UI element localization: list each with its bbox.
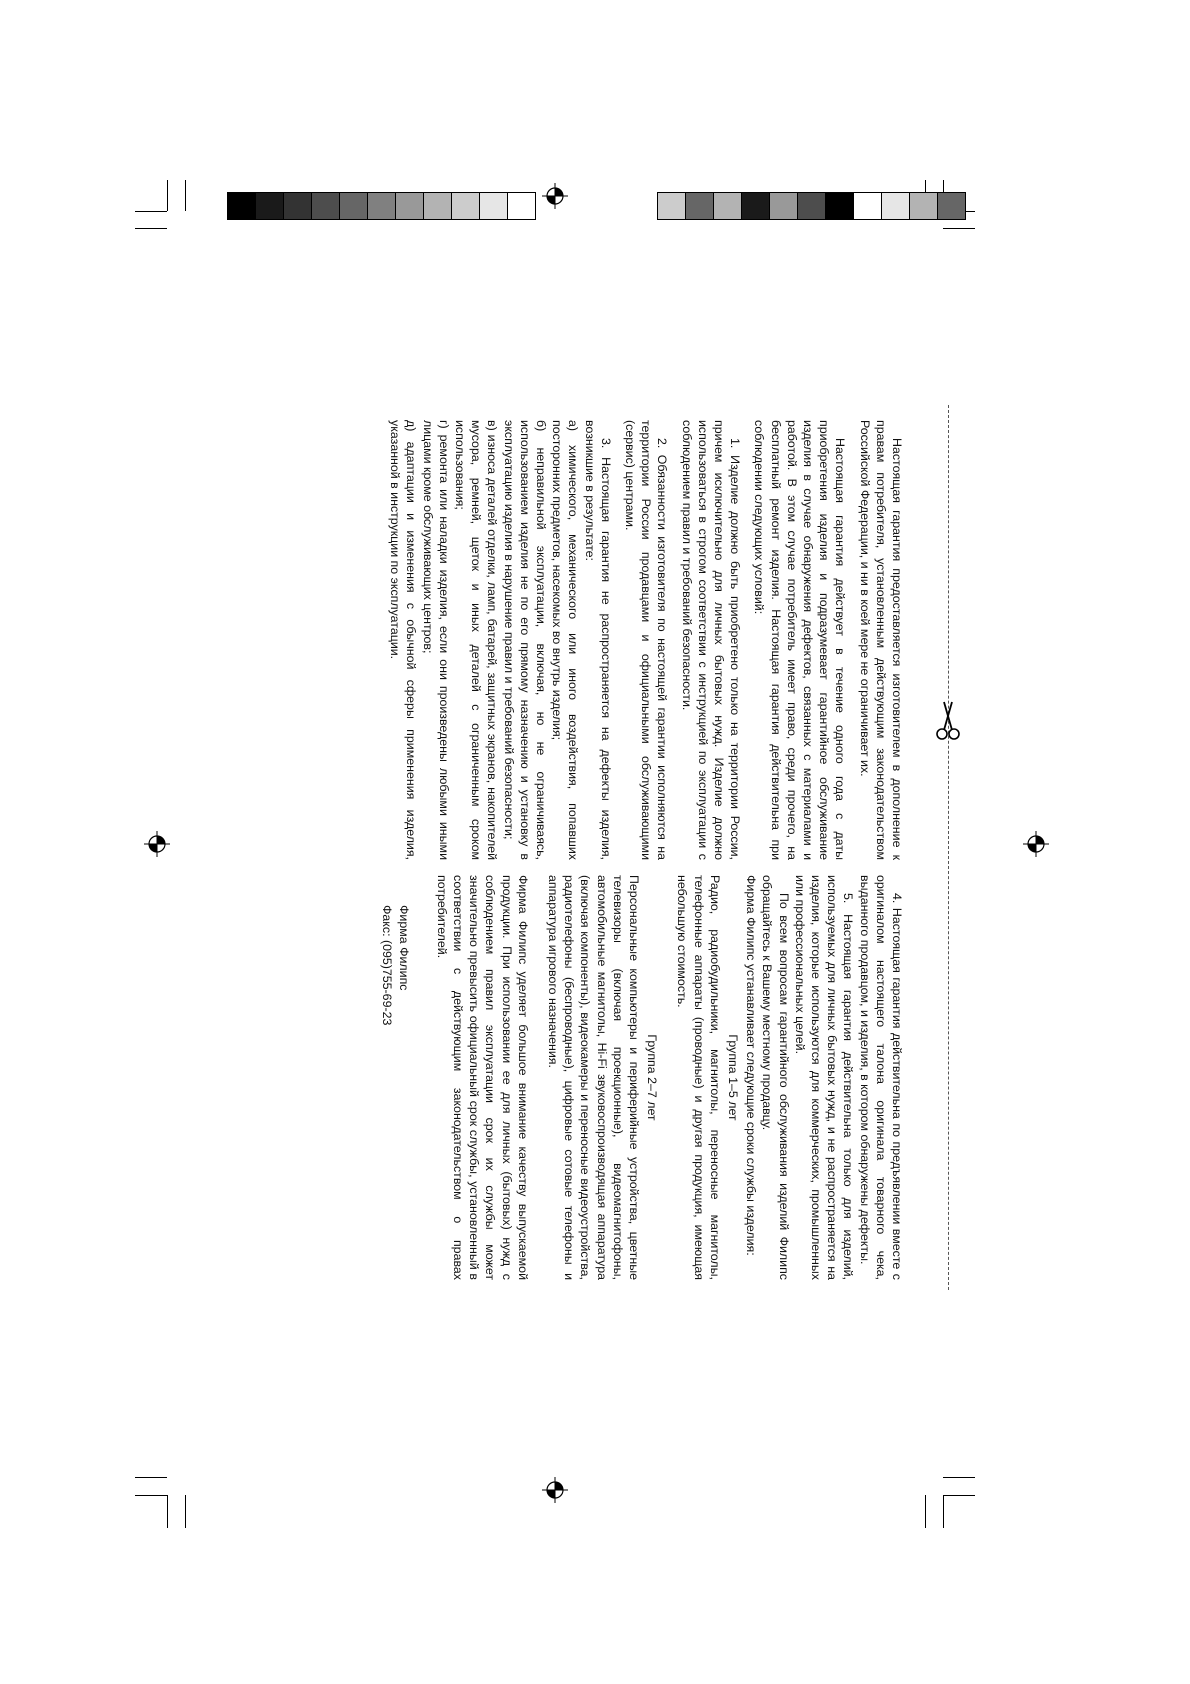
crop-mark xyxy=(943,228,975,229)
list-item: а) химического, механического или иного воздействия, попавших посторонних предметов, насекомых во внутрь изделия; xyxy=(550,420,581,860)
paragraph: 2. Обязанности изготовителя по настоящей гарантии исполняются на территории России продавцами и официальными обслуживающими (сервис) центрами. xyxy=(622,420,670,860)
paragraph: По всем вопросам гарантийного обслуживания изделий Филипс обращайтесь к Вашему местному продавцу. xyxy=(760,875,791,1280)
crop-mark xyxy=(943,1477,975,1478)
list-item: д) адаптации и изменения с обычной сферы применения изделия, указанной в инструкции по эксплуатации. xyxy=(388,420,419,860)
gray-swatch xyxy=(312,193,340,219)
gray-swatch xyxy=(284,193,312,219)
paragraph: Настоящая гарантия действует в течение одного года с даты приобретения изделия и подразумевает гарантийное обслуживание изделия в случае обнаружения дефектов, связанных с материалами и работой. В этом случае потребитель имеет право, среди прочего, на бесплатный ремонт изделия. Настоящая гарантия действительна при соблюдении следующих условий: xyxy=(752,420,848,860)
gray-swatch xyxy=(770,193,798,219)
gray-swatch xyxy=(826,193,854,219)
gray-swatch xyxy=(658,193,686,219)
gray-swatch xyxy=(452,193,480,219)
document-body xyxy=(345,420,905,1280)
registration-target-icon xyxy=(144,831,170,857)
crop-mark xyxy=(167,1495,168,1528)
gray-swatch xyxy=(938,193,965,219)
warranty-column-left xyxy=(379,420,905,860)
crop-mark xyxy=(135,1477,167,1478)
paragraph: 1. Изделие должно быть приобретено только на территории России, причем исключительно для личных бытовых нужд. Изделие должно использоваться в строгом соответствии с инструкцией по эксплуатации с соблюдением правил и требований безопасности. xyxy=(679,420,743,860)
cut-line xyxy=(948,405,949,1290)
gray-swatch xyxy=(424,193,452,219)
scissors-icon xyxy=(932,700,964,744)
list-item: б) неправильной эксплуатации, включая, но не ограничиваясь, использованием изделия не по его прямому назначению и установку в эксплуатацию изделия в нарушение правил и требований безопасности; xyxy=(501,420,548,860)
gray-swatch xyxy=(714,193,742,219)
crop-mark xyxy=(135,1495,167,1496)
group-title: Группа 1–5 лет xyxy=(725,1034,740,1121)
gray-swatch xyxy=(368,193,396,219)
gray-swatch xyxy=(854,193,882,219)
list-item: г) ремонта или наладки изделия, если они произведены любыми иными лицами кроме обслуживающих центров; xyxy=(420,420,451,860)
company-name: Фирма Филипс xyxy=(396,905,411,991)
gray-swatch xyxy=(686,193,714,219)
gray-swatch xyxy=(256,193,284,219)
list-item: в) износа деталей отделки, ламп, батарей, защитных экранов, накопителей мусора, ремней, щеток и иных деталей с ограниченным сроком использования; xyxy=(452,420,500,860)
color-control-strip xyxy=(227,192,536,220)
gray-swatch xyxy=(882,193,910,219)
gray-swatch xyxy=(910,193,938,219)
gray-swatch xyxy=(340,193,368,219)
crop-mark xyxy=(135,211,167,212)
registration-target-icon xyxy=(542,183,568,209)
fax-number: Факс: (095)755-69-23 xyxy=(380,905,395,1026)
registration-target-icon xyxy=(1023,831,1049,857)
gray-swatch xyxy=(396,193,424,219)
paragraph: Фирма Филипс уделяет большое внимание качеству выпускаемой продукции. При использовании ее для личных (бытовых) нужд с соблюдением правил эксплуатации срок их службы может значительно превысить официальный срок службы, установленный в соответствии с действующим законодательством о правах потребителей. xyxy=(434,875,530,1280)
paragraph: 3. Настоящая гарантия не распространяется на дефекты изделия, возникшие в результате: xyxy=(582,420,613,860)
crop-mark xyxy=(135,228,167,229)
color-control-strip xyxy=(657,192,966,220)
group-title: Группа 2–7 лет xyxy=(645,1034,660,1121)
gray-swatch xyxy=(798,193,826,219)
registration-target-icon xyxy=(542,1477,568,1503)
gray-swatch xyxy=(742,193,770,219)
crop-mark xyxy=(943,1495,975,1496)
paragraph: Радио, радиобудильники, магнитолы, переносные магнитолы, телефонные аппараты (проводные) и другая продукция, имеющая небольшую стоимость. xyxy=(675,875,722,1280)
crop-mark xyxy=(943,1495,944,1528)
crop-mark xyxy=(167,180,168,211)
crop-mark xyxy=(925,1495,926,1528)
gray-swatch xyxy=(508,193,535,219)
crop-mark xyxy=(185,1495,186,1528)
paragraph: 5. Настоящая гарантия действительна только для изделий, используемых для личных бытовых нужд, и не распространяется на изделия, которые используются для коммерческих, промышленных или профессиональных целей. xyxy=(792,875,856,1280)
gray-swatch xyxy=(480,193,508,219)
paragraph: 4. Настоящая гарантия действительна по предъявлении вместе с оригиналом настоящего талона оригинала товарного чека, выданного продавцом, и изделия, в котором обнаружены дефекты. xyxy=(857,875,904,1280)
warranty-column-right xyxy=(379,875,905,1280)
paragraph: Настоящая гарантия предоставляется изготовителем в дополнение к правам потребителя, установленным действующим законодательством Российской Федерации, и ни в коей мере не ограничивает их. xyxy=(857,420,904,860)
paragraph: Персональные компьютеры и периферийные устройства, цветные телевизоры (включая проекционные), видеомагнитофоны, автомобильные магнитолы, Hi-Fi звуковоспроизводящая аппаратура (включая компоненты), видеокамеры и переносные видеоустройства, радиотелефоны (беспроводные), цифровые сотовые телефоны и аппаратура игрового назначения. xyxy=(545,875,641,1280)
gray-swatch xyxy=(228,193,256,219)
paragraph: Фирма Филипс устанавливает следующие сроки службы изделия: xyxy=(744,875,759,1256)
crop-mark xyxy=(185,180,186,211)
